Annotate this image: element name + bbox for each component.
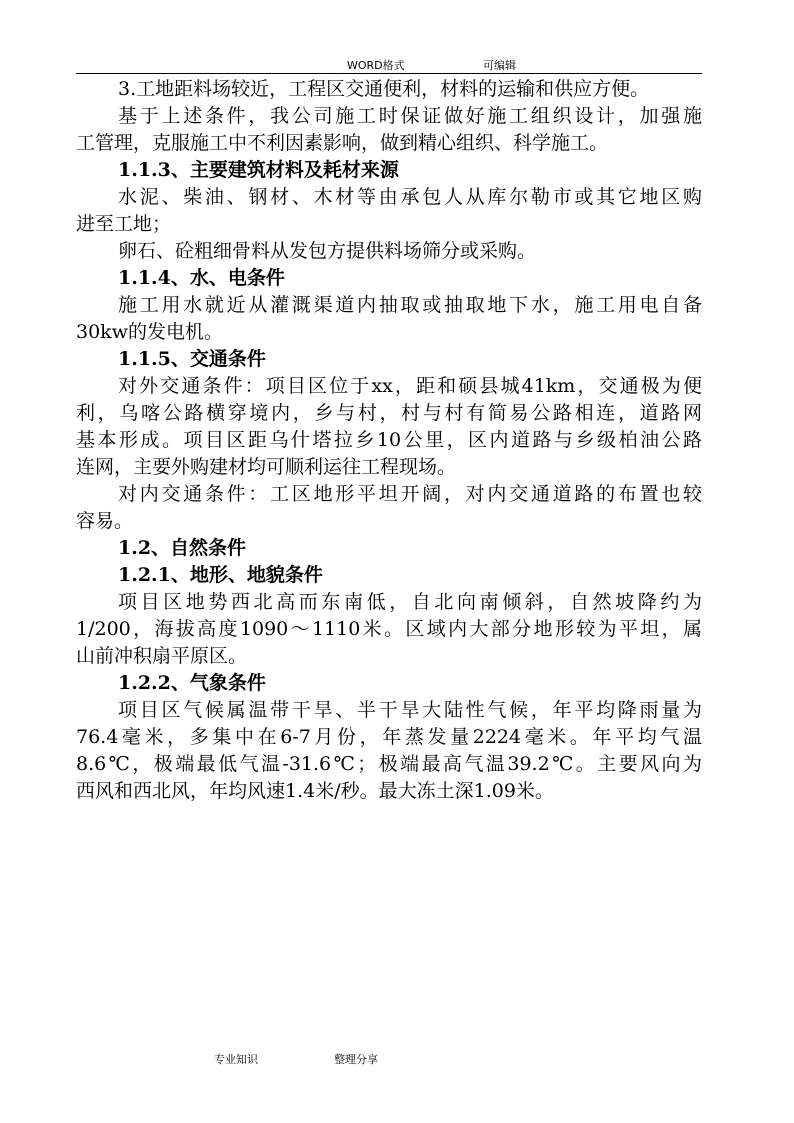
footer-knowledge-label: 专业知识 <box>214 1053 258 1066</box>
page-header <box>0 57 794 73</box>
header-format-label: WORD格式 <box>347 59 405 72</box>
paragraph-line: 工管理，克服施工中不利因素影响，做到精心组织、科学施工。 <box>76 132 609 154</box>
paragraph-line: 76.4毫米，多集中在6-7月份，年蒸发量2224毫米。年平均气温 <box>76 726 702 748</box>
paragraph-line: 1/200，海拔高度1090～1110米。区域内大部分地形较为平坦，属 <box>76 618 702 640</box>
paragraph-line: 基于上述条件，我公司施工时保证做好施工组织设计，加强施 <box>118 105 702 127</box>
section-heading-1-1-3: 1.1.3、主要建筑材料及耗材来源 <box>118 159 399 181</box>
section-heading-1-2-1: 1.2.1、地形、地貌条件 <box>118 564 323 586</box>
section-heading-1-2-2: 1.2.2、气象条件 <box>118 672 266 694</box>
paragraph-line: 西风和西北风，年均风速1.4米/秒。最大冻土深1.09米。 <box>76 780 554 802</box>
paragraph-line: 8.6℃，极端最低气温-31.6℃；极端最高气温39.2℃。主要风向为 <box>76 753 702 775</box>
section-heading-1-1-4: 1.1.4、水、电条件 <box>118 267 285 289</box>
footer-share-label: 整理分享 <box>334 1053 378 1066</box>
paragraph-line: 项目区气候属温带干旱、半干旱大陆性气候，年平均降雨量为 <box>118 699 702 721</box>
paragraph-line: 对内交通条件：工区地形平坦开阔，对内交通道路的布置也较 <box>118 483 702 505</box>
document-body <box>76 76 702 805</box>
section-heading-1-2: 1.2、自然条件 <box>118 537 247 559</box>
paragraph-line: 容易。 <box>76 510 134 532</box>
paragraph-line: 30kw的发电机。 <box>76 321 223 343</box>
paragraph-line: 卵石、砼粗细骨料从发包方提供料场筛分或采购。 <box>118 240 537 262</box>
paragraph-line: 利，乌喀公路横穿境内，乡与村，村与村有简易公路相连，道路网 <box>76 402 702 424</box>
paragraph-line: 对外交通条件：项目区位于xx，距和硕县城41km，交通极为便 <box>118 375 702 397</box>
paragraph-line: 项目区地势西北高而东南低，自北向南倾斜，自然坡降约为 <box>118 591 702 613</box>
paragraph-line: 施工用水就近从灌溉渠道内抽取或抽取地下水，施工用电自备 <box>118 294 702 316</box>
paragraph-line: 水泥、柴油、钢材、木材等由承包人从库尔勒市或其它地区购 <box>118 186 702 208</box>
paragraph-line: 3.工地距料场较近，工程区交通便利，材料的运输和供应方便。 <box>118 78 650 100</box>
paragraph-line: 连网，主要外购建材均可顺利运往工程现场。 <box>76 456 457 478</box>
header-editable-label: 可编辑 <box>483 59 516 72</box>
section-heading-1-1-5: 1.1.5、交通条件 <box>118 348 266 370</box>
paragraph-line: 山前冲积扇平原区。 <box>76 645 248 667</box>
header-divider <box>76 73 702 74</box>
paragraph-line: 基本形成。项目区距乌什塔拉乡10公里，区内道路与乡级柏油公路 <box>76 429 702 451</box>
paragraph-line: 进至工地； <box>76 213 172 235</box>
